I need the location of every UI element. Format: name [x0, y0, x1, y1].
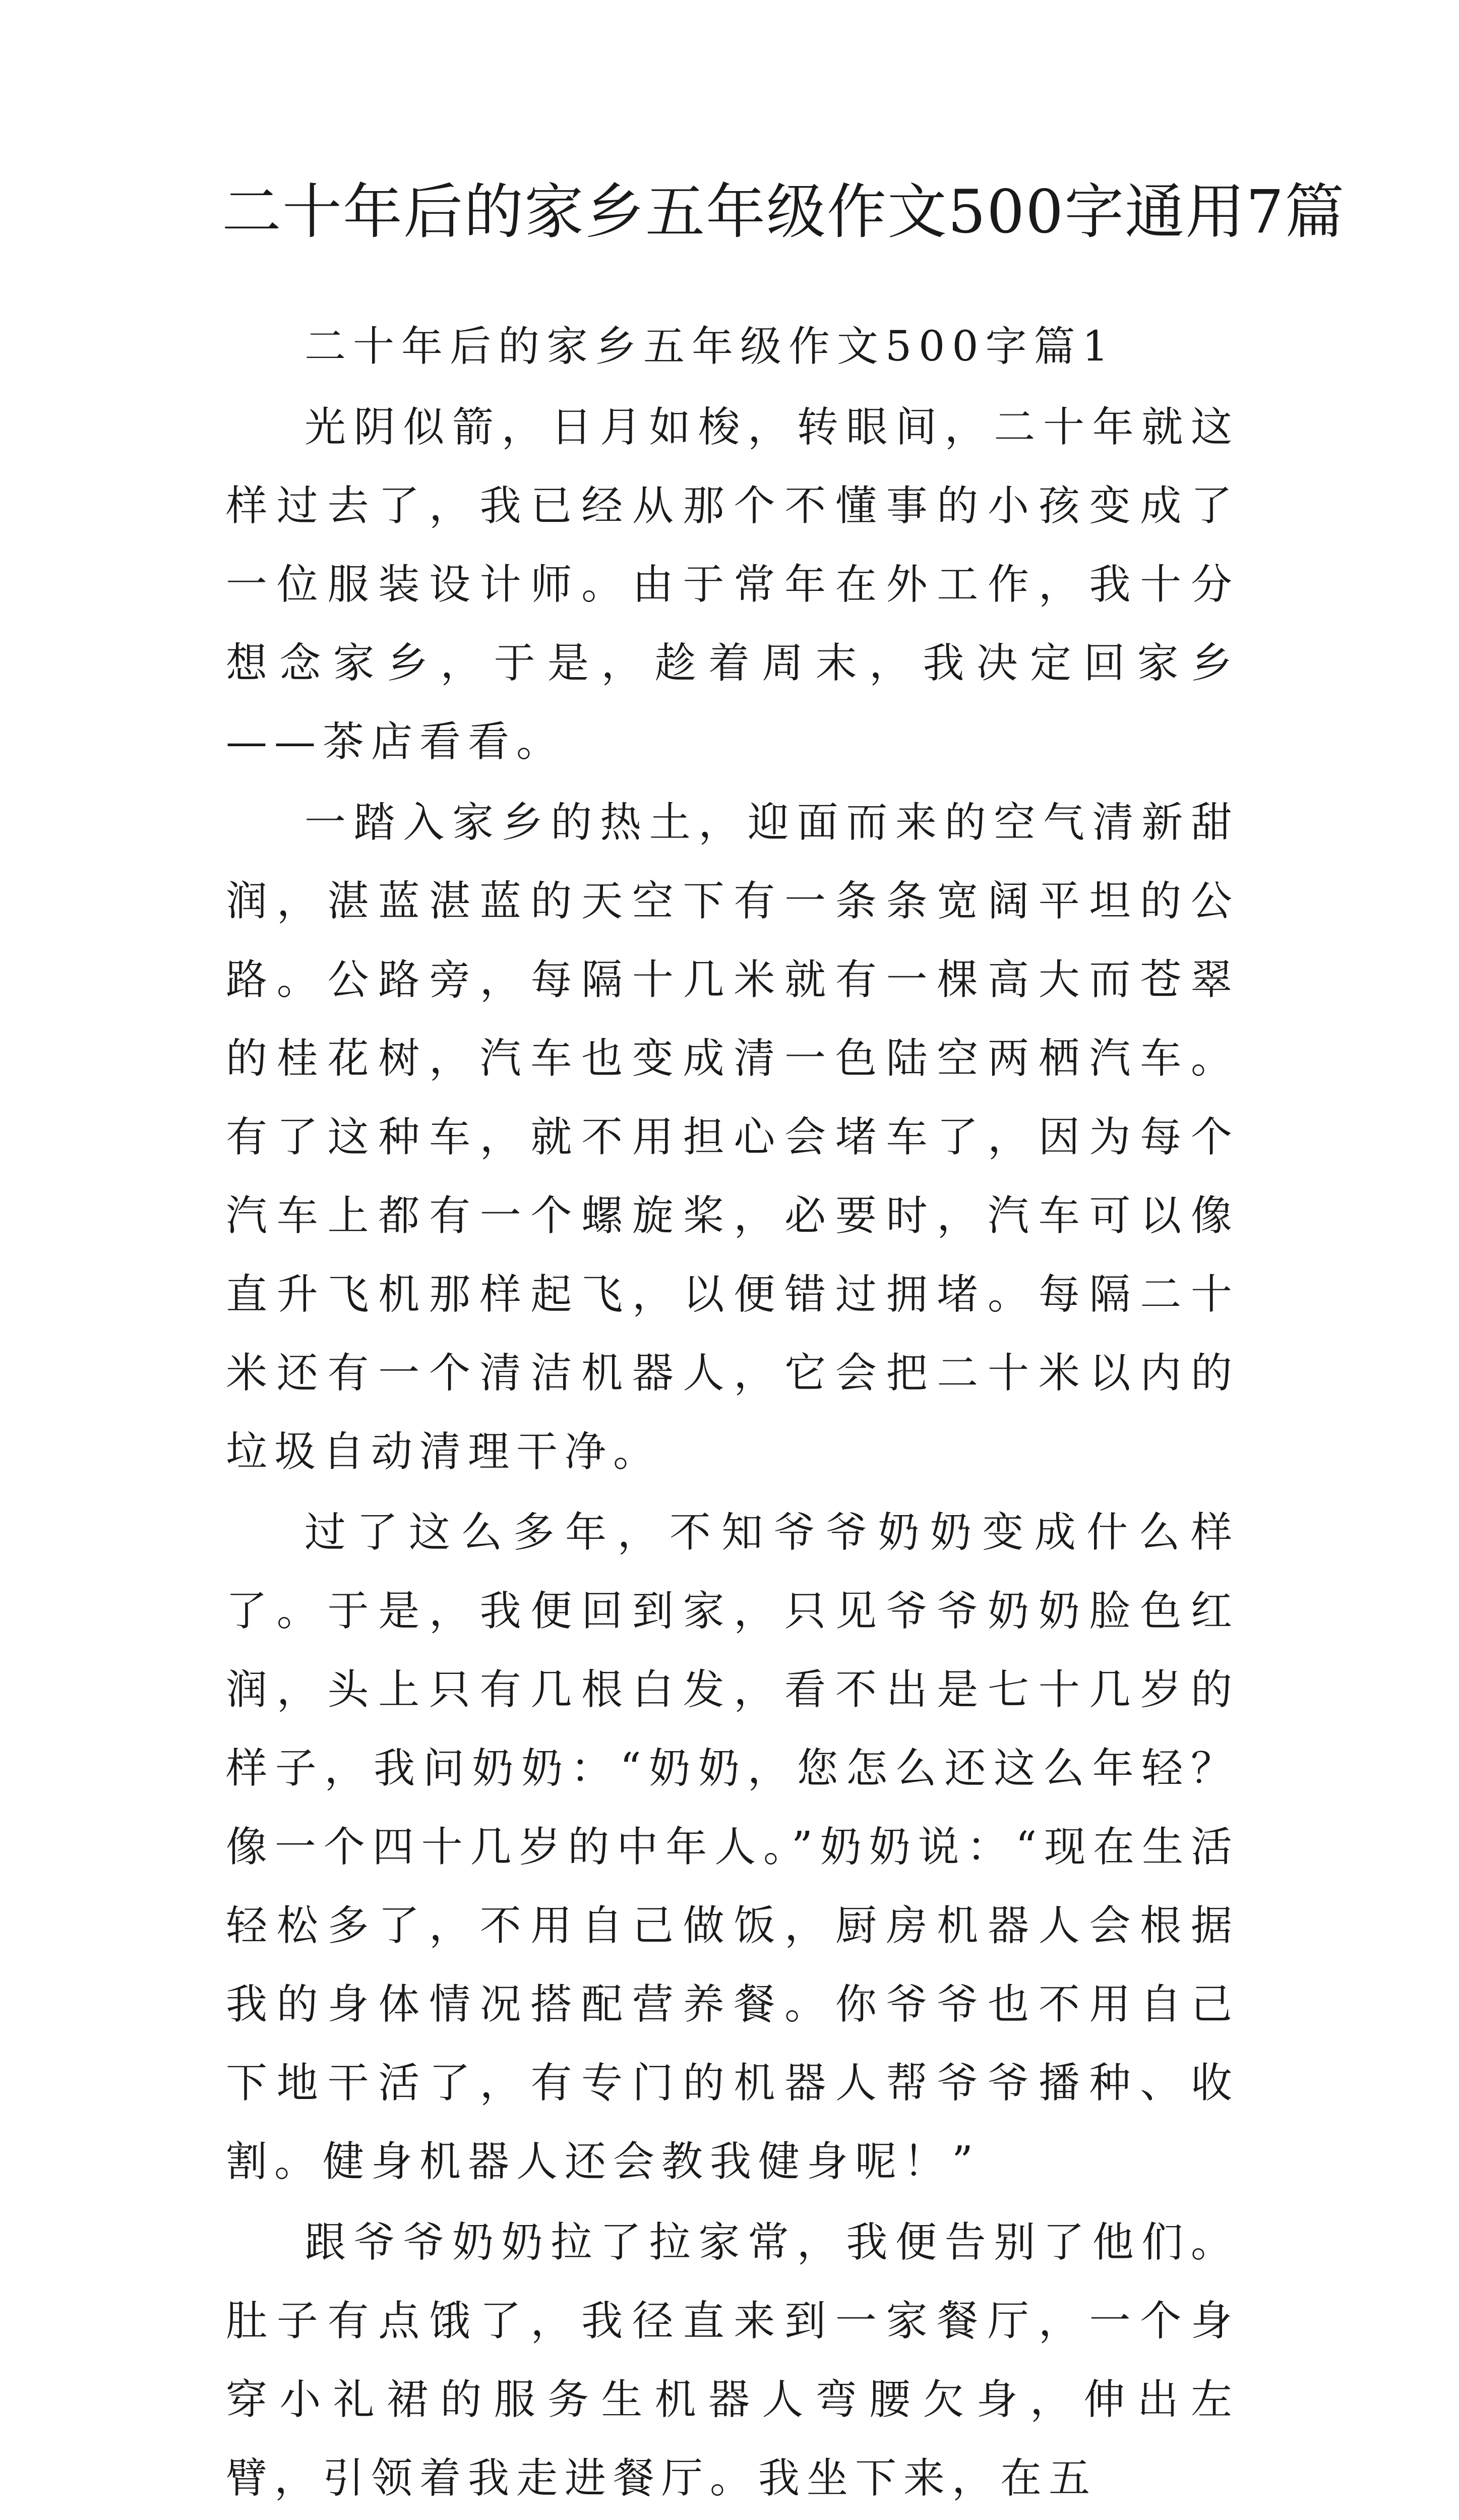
paragraph: 光阴似箭，日月如梭，转眼间，二十年就这样过去了，我已经从那个不懂事的小孩变成了一位服装设计师。由于常年在外工作，我十分想念家乡，于是，趁着周末，我决定回家乡——茶店看看。	[226, 403, 1239, 766]
document-body	[226, 308, 1239, 2520]
document-title: 二十年后的家乡五年级作文500字通用7篇	[222, 177, 1346, 247]
paragraph: 跟爷爷奶奶拉了拉家常，我便告别了他们。肚子有点饿了，我径直来到一家餐厅，一个身穿小礼裙的服务生机器人弯腰欠身，伸出左臂，引领着我走进餐厅。我坐下来，在五	[226, 2218, 1239, 2502]
paragraph: 过了这么多年，不知爷爷奶奶变成什么样了。于是，我便回到家，只见爷爷奶奶脸色红润，头上只有几根白发，看不出是七十几岁的样子，我问奶奶：“奶奶，您怎么还这么年轻？像一个四十几岁的中年人。”奶奶说：“现在生活轻松多了，不用自己做饭，厨房机器人会根据我的身体情况搭配营养餐。你爷爷也不用自己下地干活了，有专门的机器人帮爷爷播种、收割。健身机器人还会教我健身呢！”	[226, 1509, 1239, 2186]
section-heading: 二十年后的家乡五年级作文500字篇1	[305, 323, 1116, 371]
paragraph: 一踏入家乡的热土，迎面而来的空气清新甜润，湛蓝湛蓝的天空下有一条条宽阔平坦的公路。公路旁，每隔十几米就有一棵高大而苍翠的桂花树，汽车也变成清一色陆空两栖汽车。有了这种车，就不用担心会堵车了，因为每个汽车上都有一个螺旋桨，必要时，汽车可以像直升飞机那样起飞，以便错过拥堵。每隔二十米还有一个清洁机器人，它会把二十米以内的垃圾自动清理干净。	[226, 799, 1239, 1476]
